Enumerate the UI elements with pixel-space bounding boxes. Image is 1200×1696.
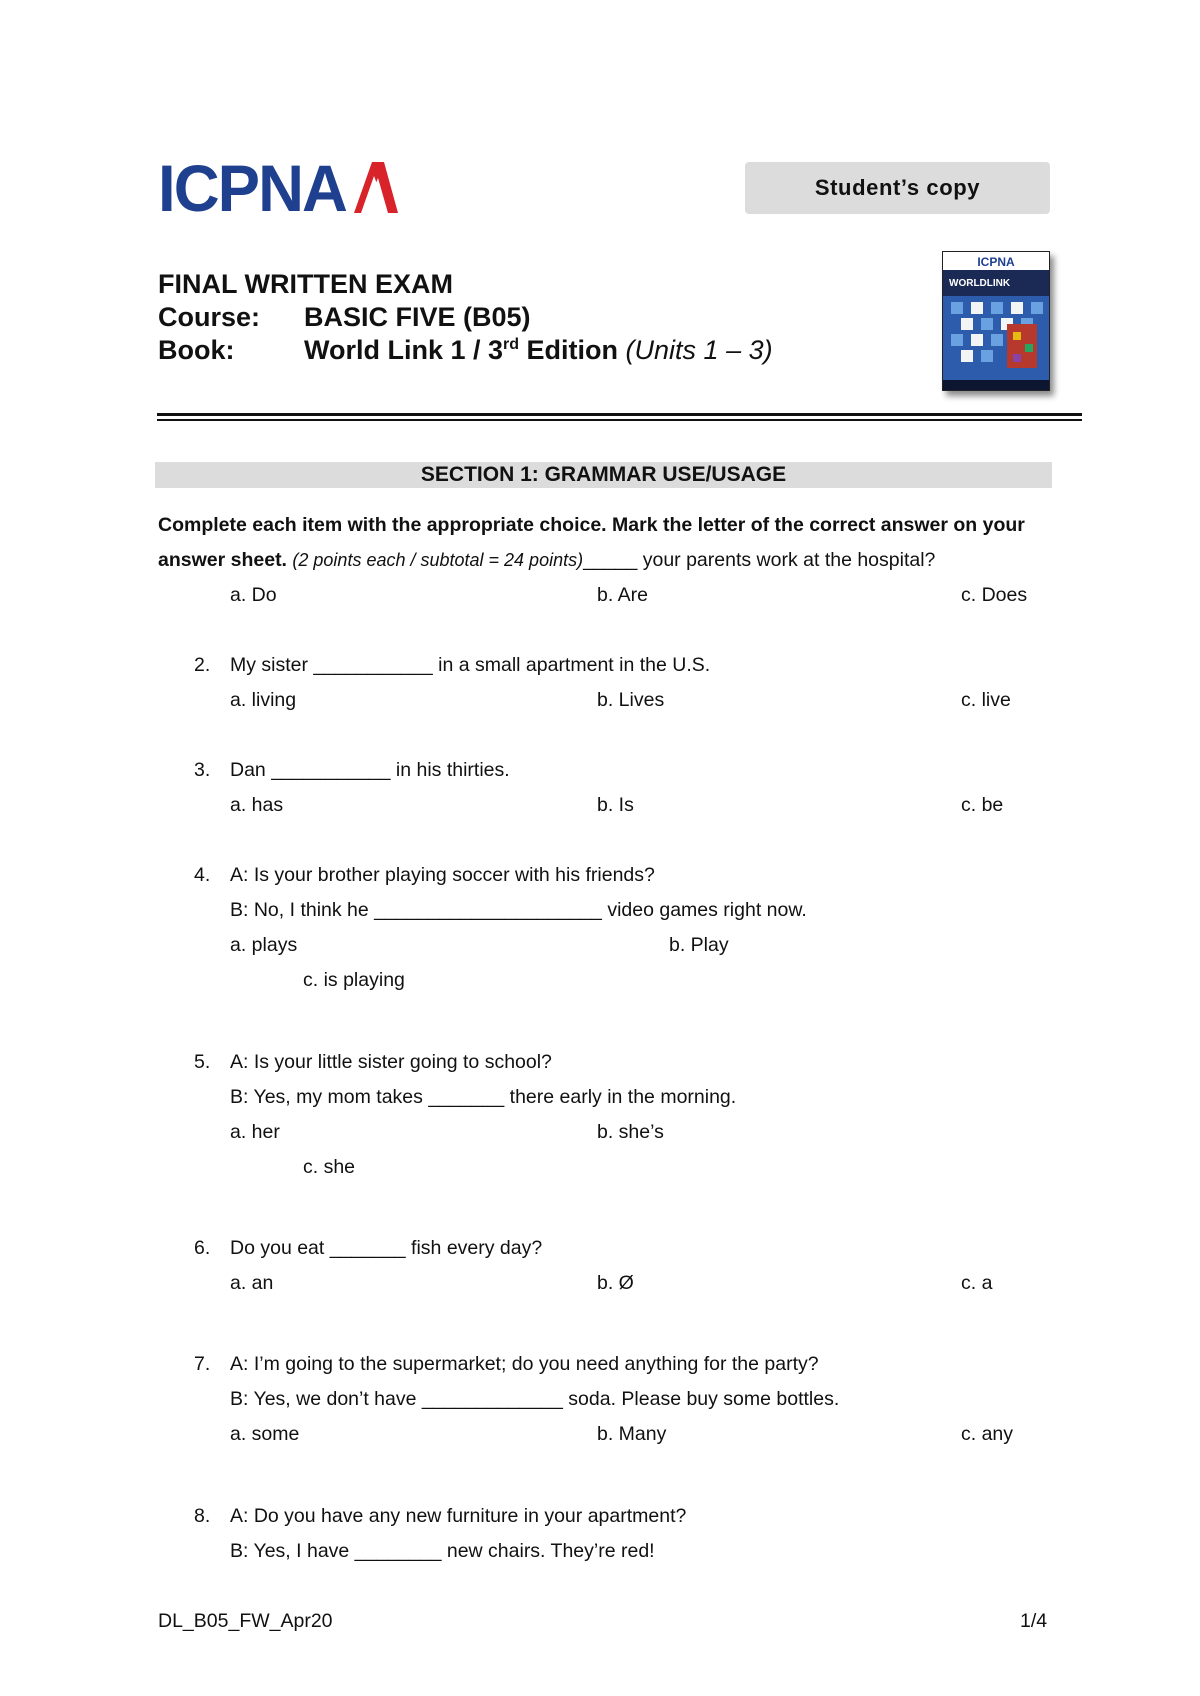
option-a[interactable]: a. an	[230, 1272, 274, 1294]
book-cover-title: WORLDLINK	[949, 278, 1011, 289]
header-divider-thin	[157, 419, 1082, 421]
students-copy-label: Student’s copy	[814, 175, 981, 200]
question-stem-line-2: B: Yes, I have ________ new chairs. They’re red!	[230, 1540, 655, 1562]
option-c[interactable]: c. a	[961, 1272, 993, 1294]
option-c[interactable]: c. Does	[961, 584, 1028, 606]
question-stem-line-1: A: Is your brother playing soccer with his friends?	[230, 864, 655, 886]
exam-title: FINAL WRITTEN EXAM	[158, 269, 453, 299]
option-c[interactable]: c. any	[961, 1423, 1014, 1445]
book-label: Book:	[158, 335, 235, 365]
question-stem-line-1: A: I’m going to the supermarket; do you need anything for the party?	[230, 1353, 819, 1375]
logo-text: ICPNA	[158, 158, 347, 218]
book-cover-image	[942, 251, 1050, 391]
option-b[interactable]: b. Is	[597, 794, 634, 816]
option-a[interactable]: a. some	[230, 1423, 300, 1445]
question-number: 6.	[194, 1237, 211, 1259]
section-1-title: SECTION 1: GRAMMAR USE/USAGE	[155, 462, 1052, 488]
option-b[interactable]: b. Ø	[597, 1272, 634, 1294]
option-a[interactable]: a. living	[230, 689, 297, 711]
instructions-points: (2 points each / subtotal = 24 points)	[292, 550, 584, 570]
question-1-stem: _____ your parents work at the hospital?	[583, 549, 936, 571]
question-number: 2.	[194, 654, 211, 676]
question-stem-line-1: A: Is your little sister going to school?	[230, 1051, 552, 1073]
book-cover-art	[943, 252, 1049, 390]
instructions	[158, 508, 1058, 578]
question-stem-line-2: B: Yes, my mom takes _______ there early in the morning.	[230, 1086, 737, 1108]
book-value: World Link 1 / 3rd Edition	[304, 335, 619, 365]
question-number: 3.	[194, 759, 211, 781]
instructions-text: Complete each item with the appropriate choice. Mark the letter of the correct answer on your answer sheet.	[158, 514, 1025, 571]
students-copy-badge	[745, 162, 1050, 214]
option-b[interactable]: b. Lives	[597, 689, 665, 711]
option-a[interactable]: a. has	[230, 794, 284, 816]
document-code: DL_B05_FW_Apr20	[158, 1610, 333, 1632]
option-a[interactable]: a. her	[230, 1121, 280, 1143]
option-b[interactable]: b. Are	[597, 584, 648, 606]
icpna-logo	[158, 158, 398, 218]
question-stem-line-1: A: Do you have any new furniture in your apartment?	[230, 1505, 687, 1527]
question-stem-line-2: B: No, I think he _____________________ video games right now.	[230, 899, 807, 921]
option-a[interactable]: a. Do	[230, 584, 277, 606]
book-cover-brand: ICPNA	[977, 255, 1015, 269]
question-number: 8.	[194, 1505, 211, 1527]
option-b[interactable]: b. Play	[669, 934, 729, 956]
exam-heading	[158, 268, 773, 367]
question-stem: Do you eat _______ fish every day?	[230, 1237, 543, 1259]
option-c[interactable]: c. she	[303, 1156, 356, 1178]
option-a[interactable]: a. plays	[230, 934, 298, 956]
question-stem-line-2: B: Yes, we don’t have _____________ soda. Please buy some bottles.	[230, 1388, 840, 1410]
question-stem: My sister ___________ in a small apartment in the U.S.	[230, 654, 711, 676]
option-b[interactable]: b. Many	[597, 1423, 667, 1445]
question-number: 7.	[194, 1353, 211, 1375]
option-b[interactable]: b. she’s	[597, 1121, 664, 1143]
header-divider-thick	[157, 413, 1082, 416]
option-c[interactable]: c. be	[961, 794, 1004, 816]
course-label: Course:	[158, 302, 261, 332]
question-stem: Dan ___________ in his thirties.	[230, 759, 510, 781]
option-c[interactable]: c. live	[961, 689, 1011, 711]
option-c[interactable]: c. is playing	[303, 969, 405, 991]
icpna-logo-mark	[158, 158, 398, 218]
question-number: 4.	[194, 864, 211, 886]
question-number: 5.	[194, 1051, 211, 1073]
course-value: BASIC FIVE (B05)	[304, 302, 531, 332]
book-units: (Units 1 – 3)	[625, 335, 773, 365]
page-number: 1/4	[1020, 1610, 1048, 1632]
